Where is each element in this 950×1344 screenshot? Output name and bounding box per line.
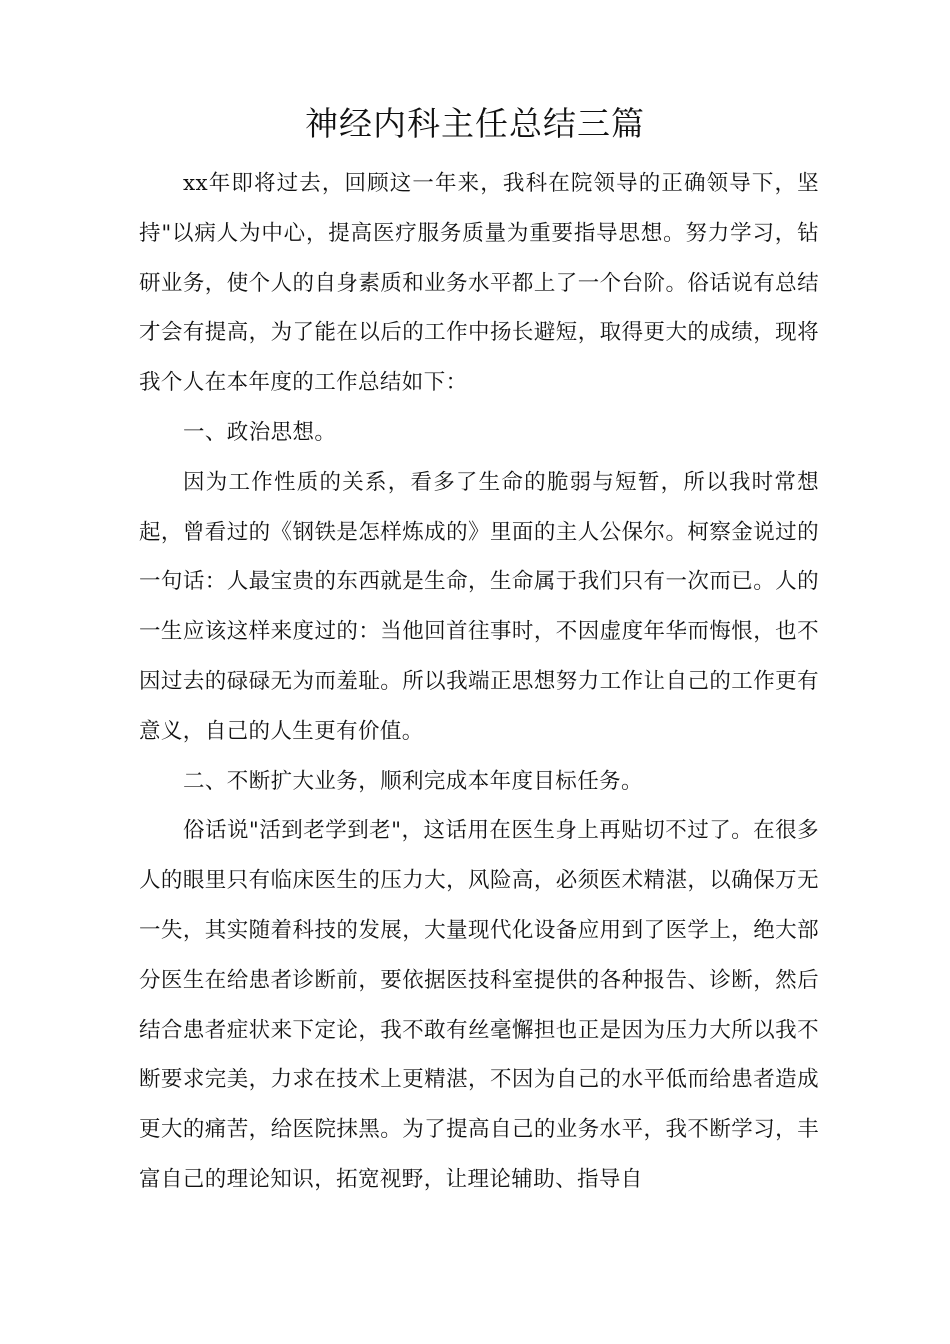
section-heading-business: 二、不断扩大业务，顺利完成本年度目标任务。 [183, 768, 643, 794]
section-heading-politics: 一、政治思想。 [183, 419, 337, 445]
document-body [139, 159, 819, 1205]
paragraph-business: 俗话说"活到老学到老"，这话用在医生身上再贴切不过了。在很多人的眼里只有临床医生的压力大，风险高，必须医术精湛，以确保万无一失，其实随着科技的发展，大量现代化设备应用到了医学上，绝大部分医生在给患者诊断前，要依据医技科室提供的各种报告、诊断，然后结合患者症状来下定论，我不敢有丝毫懈担也正是因为压力大所以我不断要求完美，力求在技术上更精湛，不因为自己的水平低而给患者造成更大的痛苦，给医院抹黑。为了提高自己的业务水平，我不断学习，丰富自己的理论知识，拓宽视野，让理论辅助、指导自 [139, 818, 819, 1192]
document-title: 神经内科主任总结三篇 [305, 104, 645, 143]
paragraph-politics: 因为工作性质的关系，看多了生命的脆弱与短暂，所以我时常想起，曾看过的《钢铁是怎样炼成的》里面的主人公保尔。柯察金说过的一句话：人最宝贵的东西就是生命，生命属于我们只有一次而已。人的一生应该这样来度过的：当他回首往事时，不因虚度年华而悔恨，也不因过去的碌碌无为而羞耻。所以我端正思想努力工作让自己的工作更有意义，自己的人生更有价值。 [139, 469, 819, 744]
paragraph-intro: xx年即将过去，回顾这一年来，我科在院领导的正确领导下，坚持"以病人为中心，提高医疗服务质量为重要指导思想。努力学习，钻研业务，使个人的自身素质和业务水平都上了一个台阶。俗话说有总结才会有提高，为了能在以后的工作中扬长避短，取得更大的成绩，现将我个人在本年度的工作总结如下： [139, 171, 819, 396]
